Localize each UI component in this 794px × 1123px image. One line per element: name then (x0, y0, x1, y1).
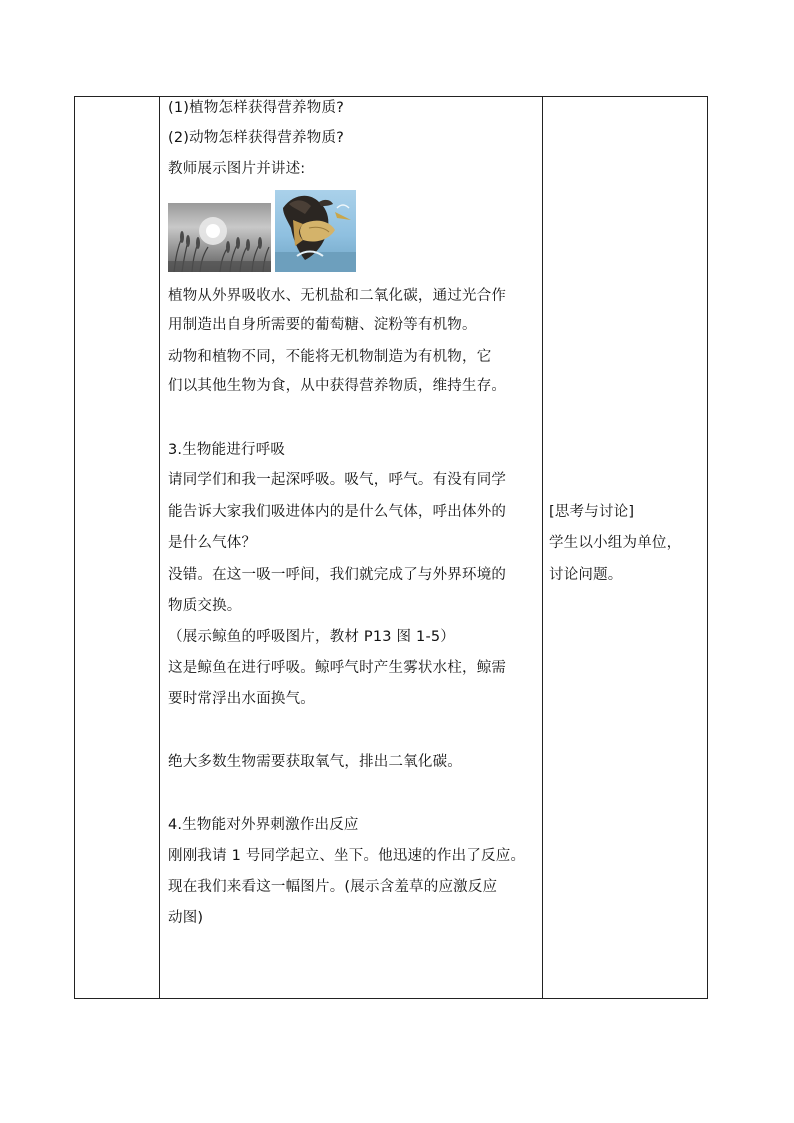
discussion-title: [思考与讨论] (549, 504, 635, 520)
exchange-text-line-1: 没错。在这一吸一呼间，我们就完成了与外界环境的 (168, 567, 507, 583)
animal-text-line-2: 们以其他生物为食，从中获得营养物质，维持生存。 (168, 378, 507, 394)
animal-text-line-1: 动物和植物不同，不能将无机物制造为有机物，它 (168, 349, 492, 365)
exchange-text-line-2: 物质交换。 (168, 598, 242, 614)
breath-text-line-1: 请同学们和我一起深呼吸。吸气，呼气。有没有同学 (168, 472, 507, 488)
plant-text-line-1: 植物从外界吸收水、无机盐和二氧化碳，通过光合作 (168, 288, 507, 304)
question-plants: (1)植物怎样获得营养物质? (168, 100, 345, 116)
teacher-intro: 教师展示图片并讲述: (168, 161, 306, 177)
discussion-text-line-1: 学生以小组为单位， (549, 535, 682, 551)
react-text-line-3: 动图) (168, 910, 204, 926)
react-text-line-1: 刚刚我请 1 号同学起立、坐下。他迅速的作出了反应。 (168, 848, 526, 864)
breath-text-line-2: 能告诉大家我们吸进体内的是什么气体，呼出体外的 (168, 504, 507, 520)
discussion-text-line-2: 讨论问题。 (549, 567, 623, 583)
plants-in-sunlight-photo (168, 203, 271, 272)
column-divider-left (159, 97, 160, 998)
whale-show-note: （展示鲸鱼的呼吸图片，教材 P13 图 1-5） (168, 629, 456, 645)
whale-text-line-2: 要时常浮出水面换气。 (168, 691, 315, 707)
breath-text-line-3: 是什么气体？ (168, 535, 257, 551)
react-text-line-2: 现在我们来看这一幅图片。(展示含羞草的应激反应 (168, 879, 498, 895)
section-4-title: 4.生物能对外界刺激作出反应 (168, 817, 359, 833)
bird-catching-fish-photo (275, 190, 356, 272)
plant-text-line-2: 用制造出自身所需要的葡萄糖、淀粉等有机物。 (168, 317, 477, 333)
question-animals: (2)动物怎样获得营养物质? (168, 130, 345, 146)
column-divider-right (542, 97, 543, 998)
most-organisms-text: 绝大多数生物需要获取氧气，排出二氧化碳。 (168, 754, 462, 770)
section-3-title: 3.生物能进行呼吸 (168, 442, 286, 458)
whale-text-line-1: 这是鲸鱼在进行呼吸。鲸呼气时产生雾状水柱，鲸需 (168, 660, 507, 676)
